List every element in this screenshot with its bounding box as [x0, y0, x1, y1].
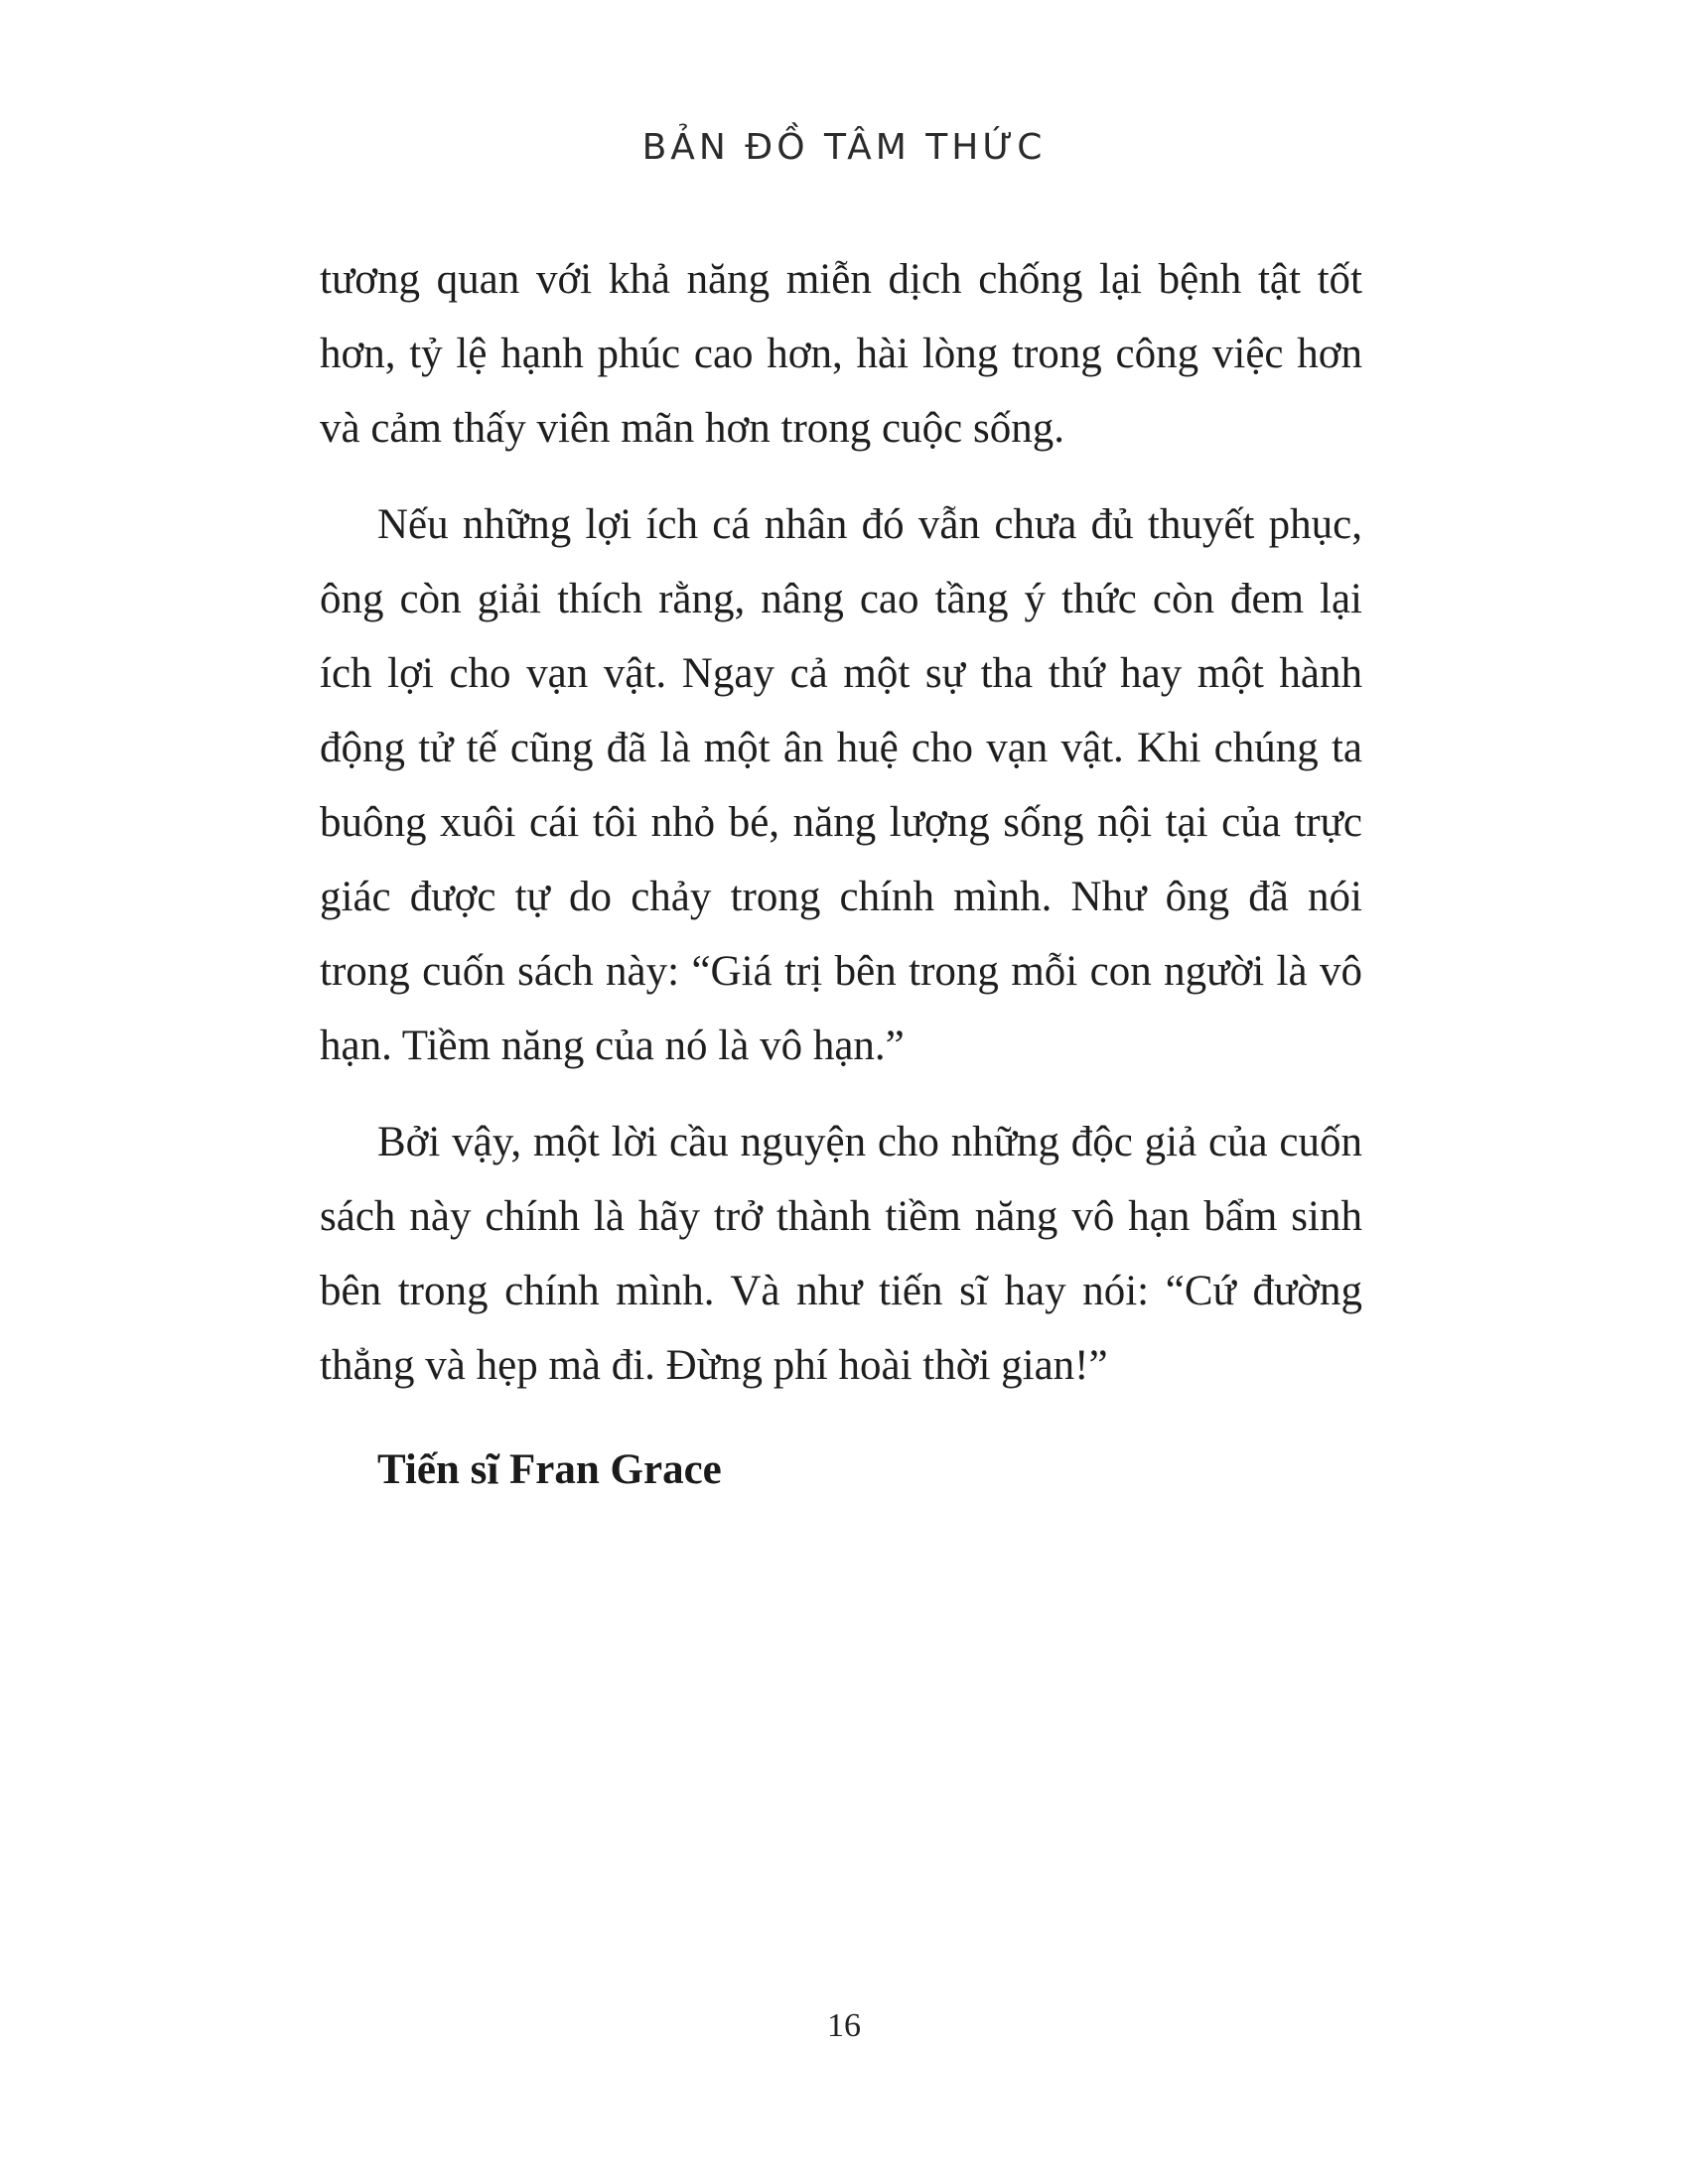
running-header: BẢN ĐỒ TÂM THỨC: [641, 127, 1047, 168]
page-number: 16: [827, 2007, 861, 2044]
author-signature: Tiến sĩ Fran Grace: [377, 1446, 722, 1493]
paragraph: tương quan với khả năng miễn dịch chống lại bệnh tật tốt hơn, tỷ lệ hạnh phúc cao hơn, hài lòng trong công việc hơn và cảm thấy viên mãn hơn trong cuộc sống.: [320, 256, 1362, 452]
page-body: [320, 242, 1362, 1507]
paragraph: Nếu những lợi ích cá nhân đó vẫn chưa đủ thuyết phục, ông còn giải thích rằng, nâng cao tầng ý thức còn đem lại ích lợi cho vạn vật. Ngay cả một sự tha thứ hay một hành động tử tế cũng đã là một ân huệ cho vạn vật. Khi chúng ta buông xuôi cái tôi nhỏ bé, năng lượng sống nội tại của trực giác được tự do chảy trong chính mình. Như ông đã nói trong cuốn sách này: “Giá trị bên trong mỗi con người là vô hạn. Tiềm năng của nó là vô hạn.”: [320, 501, 1362, 1069]
paragraph: Bởi vậy, một lời cầu nguyện cho những độc giả của cuốn sách này chính là hãy trở thành tiềm năng vô hạn bẩm sinh bên trong chính mình. Và như tiến sĩ hay nói: “Cứ đường thẳng và hẹp mà đi. Đừng phí hoài thời gian!”: [320, 1119, 1362, 1389]
